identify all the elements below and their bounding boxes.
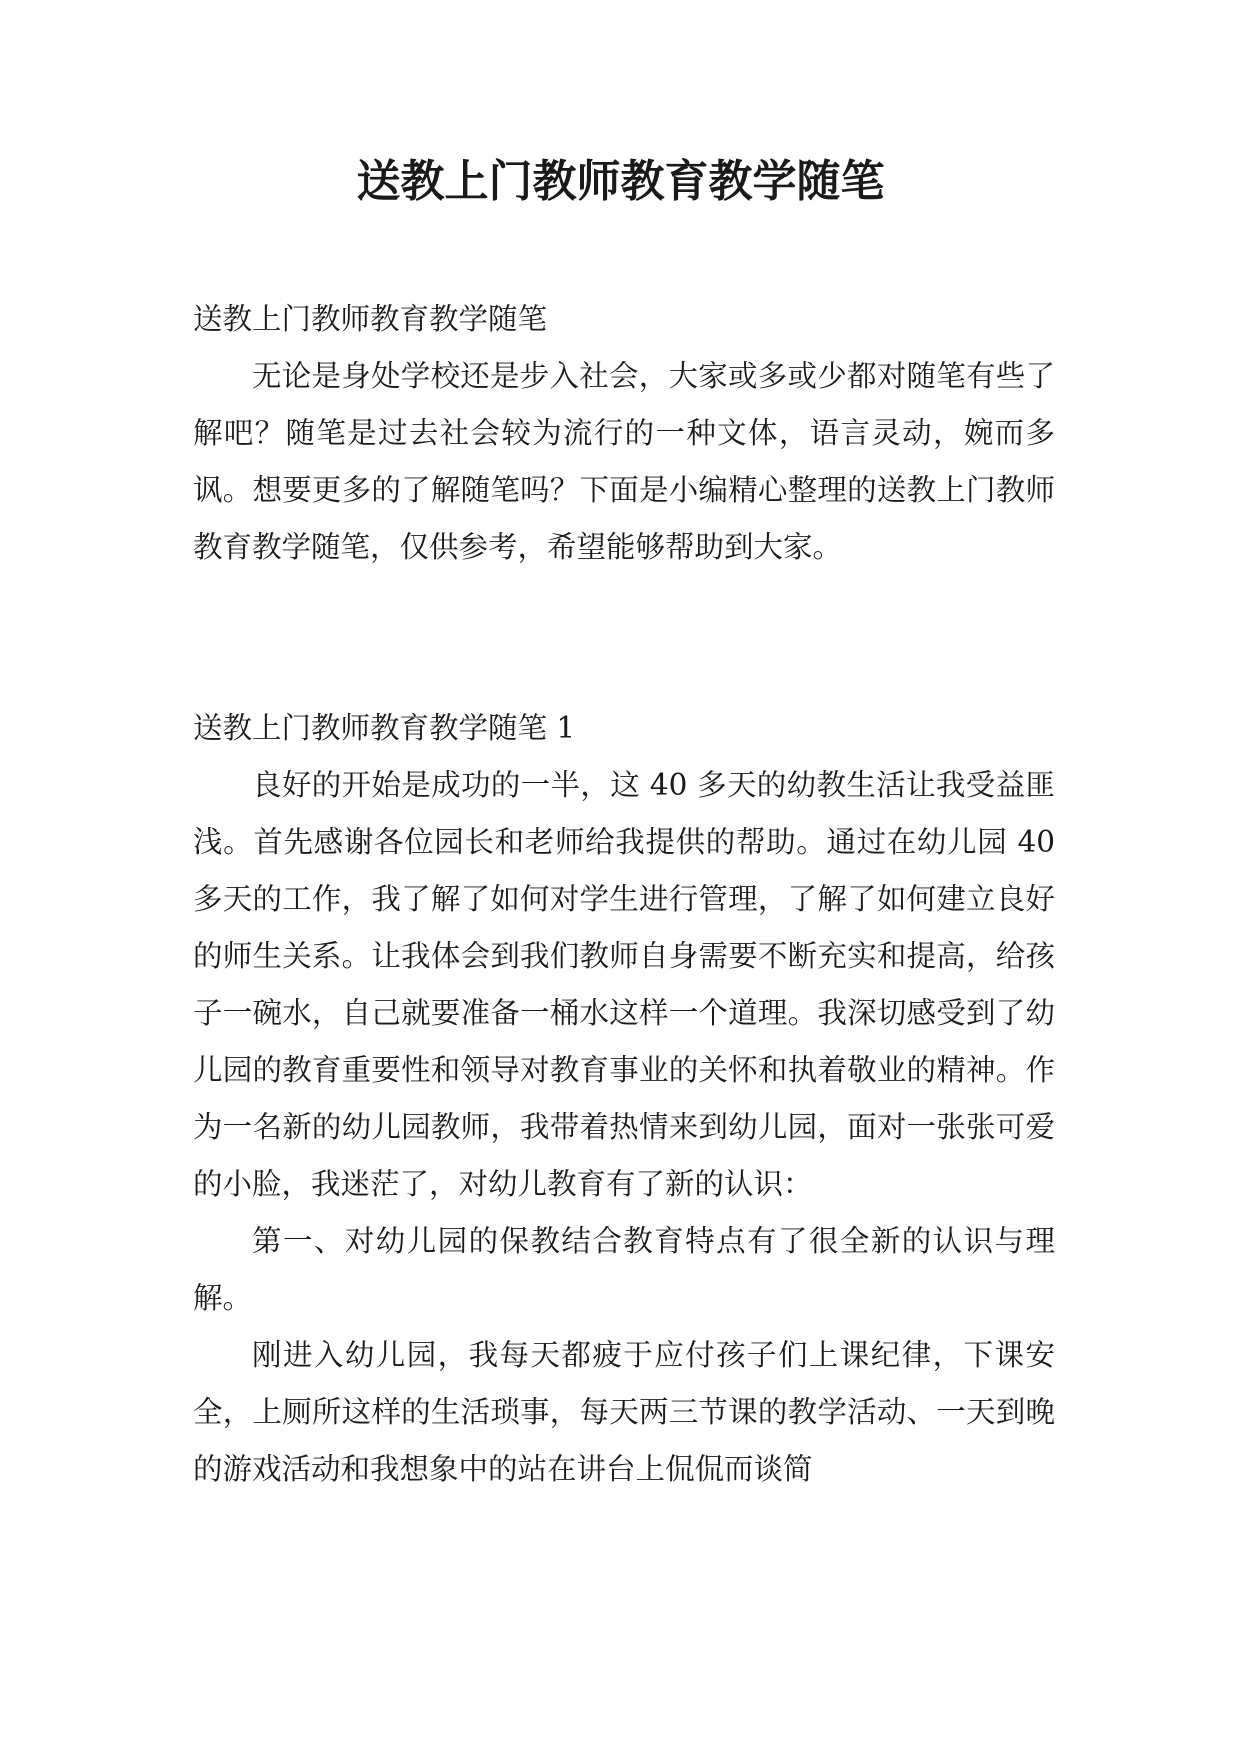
- essay-1-paragraph: 良好的开始是成功的一半，这 40 多天的幼教生活让我受益匪浅。首先感谢各位园长和老师给我提供的帮助。通过在幼儿园 40 多天的工作，我了解了如何对学生进行管理，了解了如何建立良好的师生关系。让我体会到我们教师自身需要不断充实和提高，给孩子一碗水，自己就要准备一桶水这样一个道理。我深切感受到了幼儿园的教育重要性和领导对教育事业的关怀和执着敬业的精神。作为一名新的幼儿园教师，我带着热情来到幼儿园，面对一张张可爱的小脸，我迷茫了，对幼儿教育有了新的认识：: [193, 768, 1055, 1201]
- intro-heading: 送教上门教师教育教学随笔: [193, 302, 548, 336]
- intro-paragraph: 无论是身处学校还是步入社会，大家或多或少都对随笔有些了解吧？随笔是过去社会较为流行的一种文体，语言灵动，婉而多讽。想要更多的了解随笔吗？下面是小编精心整理的送教上门教师教育教学随笔，仅供参考，希望能够帮助到大家。: [193, 359, 1055, 564]
- document-title: 送教上门教师教育教学随笔: [356, 156, 885, 207]
- essay-1-paragraph: 刚进入幼儿园，我每天都疲于应付孩子们上课纪律，下课安全，上厕所这样的生活琐事，每天两三节课的教学活动、一天到晚的游戏活动和我想象中的站在讲台上侃侃而谈简: [193, 1338, 1055, 1486]
- essay-1-heading: 送教上门教师教育教学随笔 1: [193, 711, 576, 745]
- essay-section-1: [193, 700, 1055, 1498]
- intro-section: [193, 291, 1055, 576]
- essay-1-paragraph: 第一、对幼儿园的保教结合教育特点有了很全新的认识与理解。: [193, 1224, 1055, 1315]
